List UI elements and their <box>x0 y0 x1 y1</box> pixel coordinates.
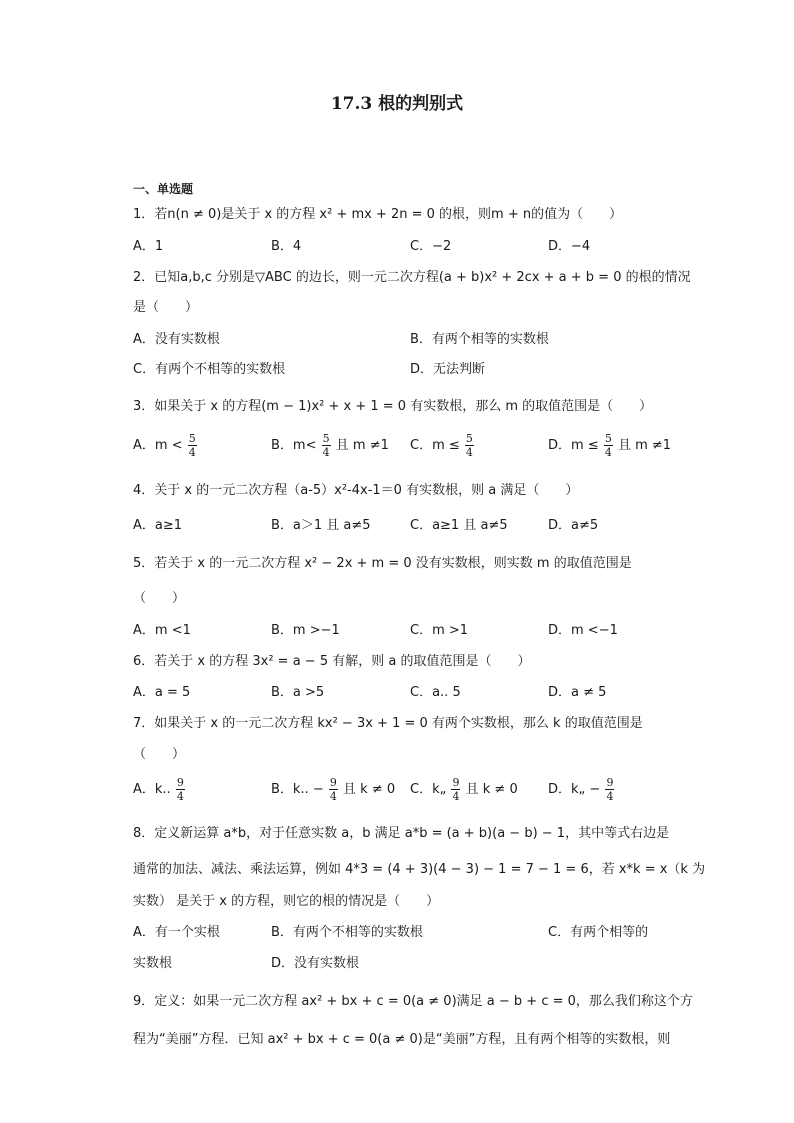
option-suffix: 且 k ≠ 0 <box>343 782 396 797</box>
question-9-line-1: 9．定义：如果一元二次方程 ax² + bx + c = 0(a ≠ 0)满足 a − b + c = 0，那么我们称这个方 <box>133 994 693 1009</box>
fraction-denominator: 4 <box>188 446 196 459</box>
question-2-line-1: 2．已知a,b,c 分别是▽ABC 的边长，则一元二次方程(a + b)x² + 2cx + a + b = 0 的根的情况 <box>133 270 691 285</box>
q4-option-b: B．a＞1 且 a≠5 <box>271 518 371 533</box>
page-title: 17.3 根的判别式 <box>330 94 464 114</box>
question-3: 3．如果关于 x 的方程(m − 1)x² + x + 1 = 0 有实数根，那么 m 的取值范围是（ ） <box>133 399 653 414</box>
question-7-line-2: （ ） <box>133 747 186 762</box>
option-prefix: D．k„ − <box>548 782 601 797</box>
question-8-line-1: 8．定义新运算 a*b，对于任意实数 a，b 满足 a*b = (a + b)(a − b) − 1，其中等式右边是 <box>133 826 670 841</box>
option-prefix: D．m ≤ <box>548 438 599 453</box>
fraction <box>604 432 613 459</box>
q2-option-c: C．有两个不相等的实数根 <box>133 362 286 377</box>
q7-option-b <box>271 776 395 803</box>
q8-option-b: B．有两个不相等的实数根 <box>271 925 423 940</box>
option-prefix: B．m< <box>271 438 317 453</box>
question-5-line-2: （ ） <box>133 591 186 606</box>
q1-option-a: A．1 <box>133 239 164 254</box>
fraction-numerator: 5 <box>465 432 473 445</box>
q2-option-a: A．没有实数根 <box>133 332 220 347</box>
fraction <box>176 776 185 803</box>
fraction-denominator: 4 <box>465 446 473 459</box>
option-prefix: B．k.. − <box>271 782 324 797</box>
q5-option-d: D．m <−1 <box>548 623 618 638</box>
q7-option-a <box>133 776 186 803</box>
option-suffix: 且 k ≠ 0 <box>465 782 518 797</box>
fraction-denominator: 4 <box>322 446 330 459</box>
fraction-denominator: 4 <box>604 446 612 459</box>
option-prefix: C．m ≤ <box>410 438 460 453</box>
q2-option-d: D．无法判断 <box>410 362 486 377</box>
option-prefix: A．m < <box>133 438 183 453</box>
fraction-numerator: 9 <box>329 776 337 789</box>
fraction-numerator: 9 <box>452 776 460 789</box>
option-suffix: 且 m ≠1 <box>617 438 672 453</box>
q3-option-d <box>548 432 671 459</box>
q2-option-b: B．有两个相等的实数根 <box>410 332 549 347</box>
question-5-line-1: 5．若关于 x 的一元二次方程 x² − 2x + m = 0 没有实数根，则实数 m 的取值范围是 <box>133 556 632 571</box>
fraction <box>188 432 197 459</box>
fraction-numerator: 9 <box>606 776 614 789</box>
section-heading: 一、单选题 <box>133 182 194 196</box>
q4-option-c: C．a≥1 且 a≠5 <box>410 518 508 533</box>
fraction-denominator: 4 <box>329 790 337 803</box>
q5-option-a: A．m <1 <box>133 623 191 638</box>
question-8-line-3: 实数） 是关于 x 的方程，则它的根的情况是（ ） <box>133 894 440 909</box>
q1-option-b: B．4 <box>271 239 302 254</box>
q6-option-c: C．a.. 5 <box>410 685 461 700</box>
q6-option-a: A．a = 5 <box>133 685 191 700</box>
q6-option-d: D．a ≠ 5 <box>548 685 607 700</box>
fraction-numerator: 5 <box>188 432 196 445</box>
fraction <box>451 776 460 803</box>
q7-option-c <box>410 776 518 803</box>
q6-option-b: B．a >5 <box>271 685 325 700</box>
option-suffix: 且 m ≠1 <box>335 438 389 453</box>
question-7-line-1: 7．如果关于 x 的一元二次方程 kx² − 3x + 1 = 0 有两个实数根，那么 k 的取值范围是 <box>133 716 643 731</box>
q8-option-d: D．没有实数根 <box>271 956 360 971</box>
fraction-numerator: 9 <box>176 776 184 789</box>
q3-option-b <box>271 432 389 459</box>
question-2-line-2: 是（ ） <box>133 300 199 315</box>
q5-option-b: B．m >−1 <box>271 623 340 638</box>
q8-option-a: A．有一个实根 <box>133 925 220 940</box>
fraction-numerator: 5 <box>322 432 330 445</box>
q4-option-a: A．a≥1 <box>133 518 183 533</box>
fraction-numerator: 5 <box>604 432 612 445</box>
question-6: 6．若关于 x 的方程 3x² = a − 5 有解，则 a 的取值范围是（ ） <box>133 654 531 669</box>
fraction-denominator: 4 <box>452 790 460 803</box>
fraction-denominator: 4 <box>176 790 184 803</box>
question-1: 1．若n(n ≠ 0)是关于 x 的方程 x² + mx + 2n = 0 的根，则m + n的值为（ ） <box>133 207 623 222</box>
q4-option-d: D．a≠5 <box>548 518 599 533</box>
q3-option-c <box>410 432 475 459</box>
q7-option-d <box>548 776 615 803</box>
q1-option-d: D．−4 <box>548 239 591 254</box>
q8-option-c-continued: 实数根 <box>133 956 173 971</box>
q8-option-c: C．有两个相等的 <box>548 925 649 940</box>
q1-option-c: C．−2 <box>410 239 452 254</box>
question-9-line-2: 程为“美丽”方程．已知 ax² + bx + c = 0(a ≠ 0)是“美丽”方程，且有两个相等的实数根，则 <box>133 1032 671 1047</box>
question-4: 4．关于 x 的一元二次方程（a-5）x²-4x-1＝0 有实数根，则 a 满足（ ） <box>133 483 579 498</box>
option-prefix: C．k„ <box>410 782 447 797</box>
q3-option-a <box>133 432 198 459</box>
fraction <box>329 776 338 803</box>
fraction <box>465 432 474 459</box>
fraction-denominator: 4 <box>606 790 614 803</box>
question-8-line-2: 通常的加法、减法、乘法运算，例如 4*3 = (4 + 3)(4 − 3) − 1 = 7 − 1 = 6，若 x*k = x（k 为 <box>133 862 706 877</box>
q5-option-c: C．m >1 <box>410 623 469 638</box>
fraction <box>322 432 331 459</box>
fraction <box>605 776 614 803</box>
option-prefix: A．k.. <box>133 782 171 797</box>
